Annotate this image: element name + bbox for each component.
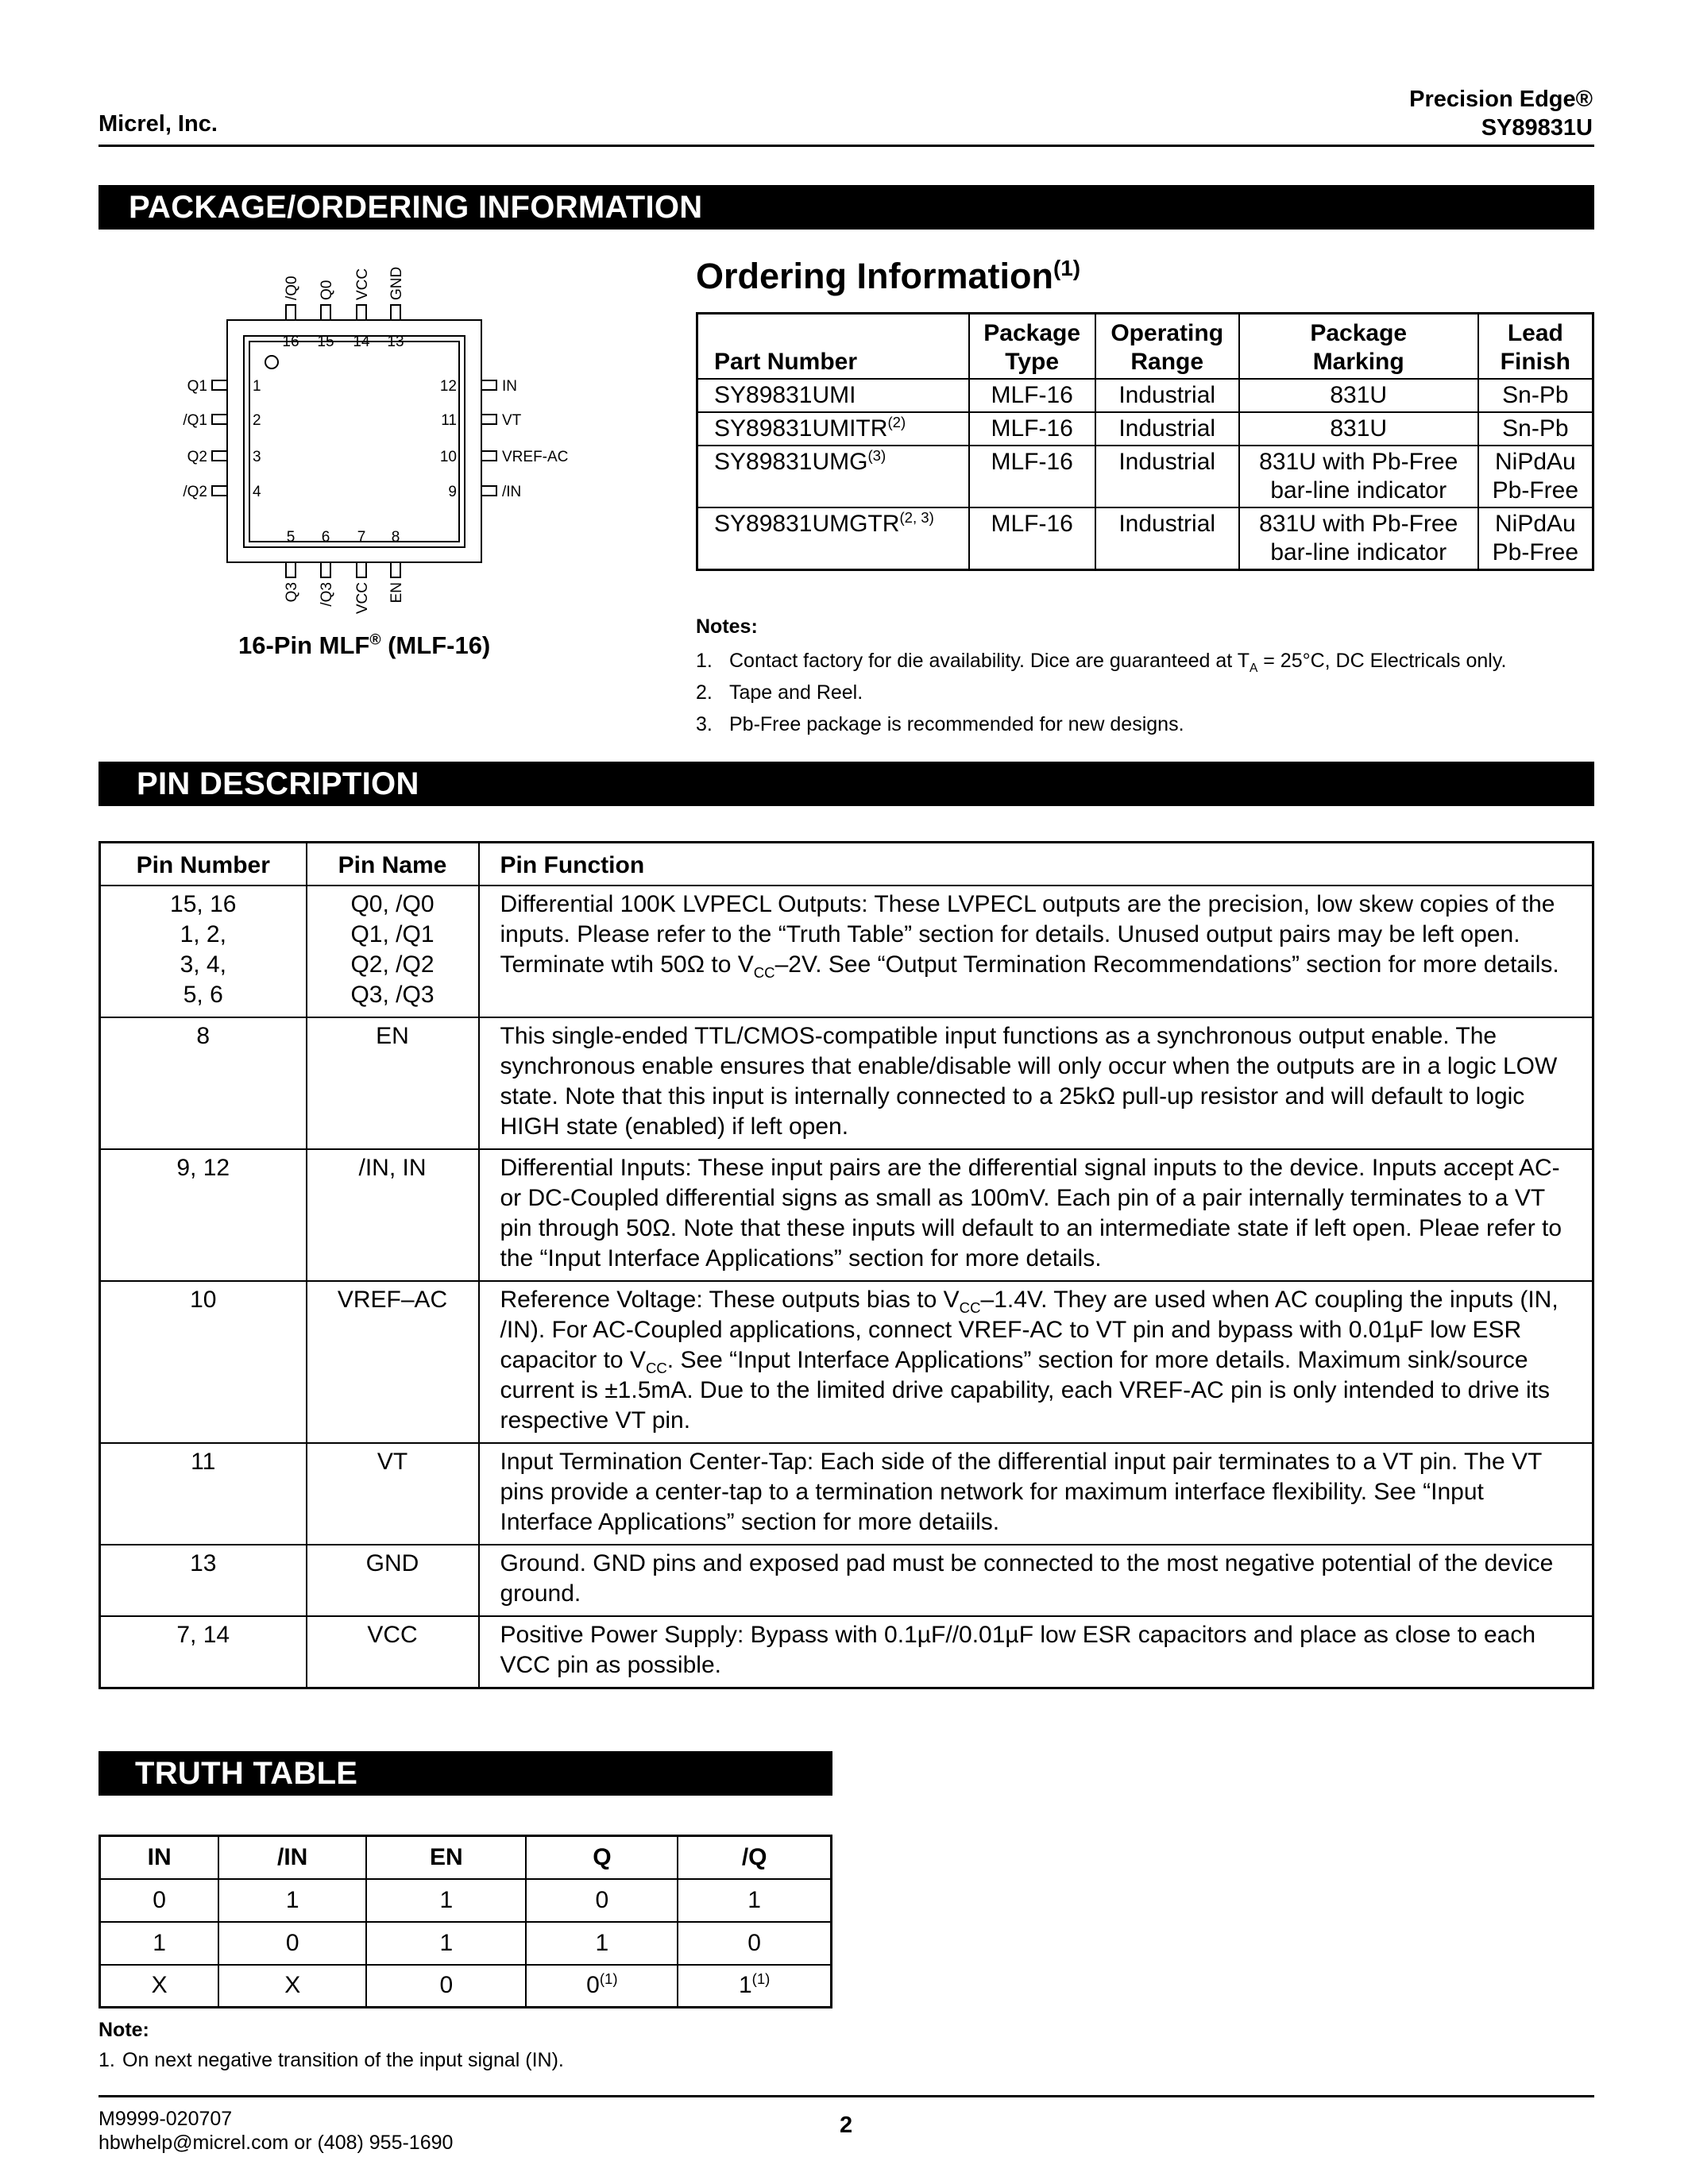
pin-number: 15: [317, 334, 334, 350]
pin-function-cell: [479, 1616, 1593, 1688]
pin-number: 6: [321, 529, 330, 546]
pin-function-cell: [479, 886, 1593, 1017]
truth-header-cell: Q: [526, 1836, 678, 1879]
part-number: SY89831UMITR: [714, 415, 888, 442]
pin-number: 12: [439, 378, 457, 395]
header-line: Package: [983, 320, 1081, 346]
lead-finish-cell: [1478, 412, 1593, 446]
pin-number: 3, 4,: [180, 951, 226, 978]
marking-line: 831U: [1330, 382, 1388, 408]
ordering-row: [697, 379, 1593, 412]
pin-header-row: [100, 843, 1593, 886]
pin-label: /IN: [502, 484, 522, 500]
package-marking-cell: [1239, 412, 1478, 446]
part-footnote: (3): [867, 447, 886, 464]
pin-name-cell: [307, 1616, 479, 1688]
pin-header-cell: Pin Name: [307, 843, 479, 886]
pin-number: 10: [439, 449, 457, 465]
footer-rule: [98, 2095, 1594, 2097]
truth-value: 0: [285, 1929, 299, 1956]
function-text: Ground. GND pins and exposed pad must be connected to the most negative potential of the device ground.: [500, 1550, 1554, 1607]
pin-number-cell: [100, 1281, 307, 1443]
pin-pad-top: [391, 305, 400, 320]
ordering-note: [696, 708, 1506, 740]
pin-pad-left: [212, 380, 227, 390]
ordering-header-cell: [969, 314, 1095, 380]
doc-number: M9999-020707: [98, 2108, 233, 2130]
subscript: CC: [959, 1299, 981, 1316]
ordering-table: [696, 312, 1594, 571]
ordering-row: [697, 446, 1593, 507]
operating-range-cell: Industrial: [1095, 446, 1239, 507]
pin-number-cell: [100, 1149, 307, 1281]
pin-name: EN: [376, 1023, 409, 1049]
header-line: Lead: [1507, 320, 1563, 346]
function-text: Positive Power Supply: Bypass with 0.1µF//0.01µF low ESR capacitors and place as close to each VCC pin as possible.: [500, 1622, 1536, 1678]
pin-label: /Q3: [319, 582, 335, 607]
pin-label: VT: [502, 412, 522, 429]
truth-row: [100, 1965, 832, 2008]
pin-label: VCC: [354, 268, 371, 300]
pin-number: 11: [441, 412, 457, 429]
pin-label: /Q1: [183, 412, 207, 429]
truth-value: 1: [439, 1929, 454, 1956]
ordering-note: [696, 677, 1506, 708]
pin-number-cell: [100, 1545, 307, 1616]
pin-label: EN: [388, 582, 405, 604]
truth-cell: [366, 1879, 526, 1922]
note-number: 2.: [696, 681, 713, 704]
pin-row: [100, 1616, 1593, 1688]
truth-cell: [678, 1879, 831, 1922]
truth-cell: [218, 1965, 366, 2008]
note-number: 1.: [696, 650, 713, 672]
pin-pad-left: [212, 451, 227, 461]
pin-pad-right: [481, 415, 496, 424]
truth-row: [100, 1879, 832, 1922]
finish-line: NiPdAu: [1494, 449, 1576, 475]
lead-finish-cell: [1478, 379, 1593, 412]
truth-note: 1. On next negative transition of the input signal (IN).: [98, 2049, 564, 2071]
ordering-header-cell: [1239, 314, 1478, 380]
pin-label: GND: [388, 266, 405, 300]
part-number-cell: [697, 446, 969, 507]
pin-label: Q0: [319, 280, 335, 300]
pin-name: VT: [377, 1449, 408, 1475]
ordering-row: [697, 412, 1593, 446]
contact-info: hbwhelp@micrel.com or (408) 955-1690: [98, 2132, 454, 2154]
truth-header-cell: /IN: [218, 1836, 366, 1879]
truth-value: 0: [153, 1886, 166, 1913]
truth-value: 0: [747, 1929, 761, 1956]
ordering-title: Ordering Information$^{(1)}$: [696, 256, 1081, 296]
pin-number: 1: [253, 378, 261, 395]
pin-number: 9, 12: [176, 1155, 230, 1181]
package-type-cell: MLF-16: [969, 446, 1095, 507]
truth-header-cell: IN: [100, 1836, 219, 1879]
truth-value: 0: [439, 1972, 454, 1999]
note-subscript: A: [1249, 662, 1258, 675]
truth-cell: [100, 1965, 219, 2008]
pin-pad-top: [357, 305, 366, 320]
pin-label: IN: [502, 378, 517, 395]
truth-value: X: [151, 1972, 168, 1999]
truth-value: X: [284, 1972, 301, 1999]
pin-number-cell: [100, 1443, 307, 1545]
pin-number: 10: [190, 1287, 217, 1313]
pin-number-cell: [100, 886, 307, 1017]
pin-number: 13: [190, 1550, 217, 1576]
pin-pad-right: [481, 486, 496, 496]
part-number: SY89831UMGTR: [714, 511, 900, 537]
pin-label: /Q2: [183, 484, 207, 500]
pin-number: 7: [357, 529, 366, 546]
pin-label: /Q0: [284, 276, 300, 300]
pin-row: [100, 886, 1593, 1017]
pin-number: 15, 16: [170, 891, 237, 917]
subscript: CC: [753, 964, 775, 981]
pin-row: [100, 1443, 1593, 1545]
header-right: [1409, 85, 1593, 142]
pin-number: 13: [387, 334, 404, 350]
header-line: Package: [1310, 320, 1408, 346]
part-number: SY89831U: [1481, 115, 1593, 141]
package-marking-cell: [1239, 446, 1478, 507]
pin-function-cell: [479, 1443, 1593, 1545]
pin-name: Q2, /Q2: [350, 951, 435, 978]
pin-number: 1, 2,: [180, 921, 226, 947]
finish-line: Pb-Free: [1492, 477, 1579, 504]
finish-line: Sn-Pb: [1502, 415, 1569, 442]
truth-cell: [100, 1879, 219, 1922]
truth-cell: [366, 1965, 526, 2008]
pin-number: 11: [191, 1449, 216, 1475]
pin-pad-left: [212, 415, 227, 424]
pin-name: VREF–AC: [337, 1287, 448, 1313]
operating-range-cell: Industrial: [1095, 379, 1239, 412]
truth-value: 0: [586, 1972, 600, 1999]
truth-cell: [366, 1922, 526, 1965]
pin-number-cell: [100, 1017, 307, 1149]
part-number: SY89831UMG: [714, 449, 868, 475]
pin-pad-top: [286, 305, 295, 320]
truth-row: [100, 1922, 832, 1965]
function-text: Differential 100K LVPECL Outputs: These LVPECL outputs are the precision, low skew copies of the inputs. Please refer to the “Truth Table” section for details. Unused output pairs may be left open. Terminate wtih 50Ω to V: [500, 891, 1555, 978]
pin-number: 16: [282, 334, 299, 350]
package-marking-cell: [1239, 379, 1478, 412]
function-text: Input Termination Center-Tap: Each side of the differential input pair terminates to a VT pin. The VT pins provide a center-tap to a termination network for maximum interface flexibility. See “Input Interface Applications” section for more detaiils.: [500, 1449, 1542, 1535]
marking-line: 831U: [1330, 415, 1388, 442]
truth-cell: [100, 1922, 219, 1965]
pin-name-cell: [307, 886, 479, 1017]
pin-row: [100, 1545, 1593, 1616]
note-text: = 25°C, DC Electricals only.: [1257, 650, 1507, 672]
pin-number: 2: [253, 412, 261, 429]
pin-number: 8: [391, 529, 400, 546]
truth-header-cell: /Q: [678, 1836, 831, 1879]
pin-function-cell: [479, 1149, 1593, 1281]
ordering-header-row: [697, 314, 1593, 380]
package-type-cell: MLF-16: [969, 379, 1095, 412]
truth-cell: [526, 1879, 678, 1922]
pin-number: 14: [353, 334, 370, 350]
finish-line: Pb-Free: [1492, 539, 1579, 565]
pin1-indicator: [265, 356, 278, 369]
part-number-cell: [697, 412, 969, 446]
truth-footnote: (1): [599, 1970, 618, 1988]
operating-range-cell: Industrial: [1095, 412, 1239, 446]
package-type-cell: MLF-16: [969, 507, 1095, 570]
pin-pad-bottom: [391, 562, 400, 577]
ordering-header-cell: [1095, 314, 1239, 380]
pin-pad-right: [481, 451, 496, 461]
truth-note-label: Note:: [98, 2019, 149, 2041]
truth-value: 1: [747, 1886, 761, 1913]
pin-name-cell: [307, 1017, 479, 1149]
note-text: Pb-Free package is recommended for new designs.: [729, 713, 1184, 735]
truth-cell: [526, 1965, 678, 2008]
exposed-pad-outline: [249, 341, 459, 542]
truth-header-cell: EN: [366, 1836, 526, 1879]
series-name: Precision Edge®: [1409, 87, 1593, 112]
part-number: SY89831UMI: [714, 382, 856, 408]
note-text: Tape and Reel.: [729, 681, 863, 704]
header-line: Finish: [1500, 349, 1571, 375]
pin-number: 5: [286, 529, 295, 546]
function-text: –2V. See “Output Termination Recommendations” section for more details.: [774, 951, 1559, 978]
pin-label: Q2: [187, 449, 207, 465]
section-truth-table: TRUTH TABLE: [98, 1751, 832, 1796]
truth-table: [98, 1835, 832, 2008]
finish-line: NiPdAu: [1494, 511, 1576, 537]
marking-line: bar-line indicator: [1270, 477, 1447, 504]
package-inner-outline: [244, 336, 465, 547]
pin-label: VREF-AC: [502, 449, 569, 465]
pin-label: VCC: [354, 582, 371, 615]
part-number-cell: [697, 379, 969, 412]
pin-number: 4: [253, 484, 261, 500]
part-footnote: (2, 3): [899, 509, 934, 526]
marking-line: 831U with Pb-Free: [1259, 449, 1458, 475]
page-number: 2: [840, 2113, 853, 2138]
pin-header-cell: Pin Function: [479, 843, 1593, 886]
truth-value: 1: [738, 1972, 752, 1999]
marking-line: 831U with Pb-Free: [1259, 511, 1458, 537]
lead-finish-cell: [1478, 507, 1593, 570]
header-rule: [98, 145, 1594, 147]
pin-number: 7, 14: [176, 1622, 230, 1648]
pin-row: [100, 1149, 1593, 1281]
header-line: Part Number: [714, 349, 858, 375]
header-line: Type: [1005, 349, 1060, 375]
pin-pad-bottom: [357, 562, 366, 577]
package-type-cell: MLF-16: [969, 412, 1095, 446]
function-text: . See “Input Interface Applications” section for more details. Maximum sink/source current is ±1.5mA. Due to the limited drive capability, each VREF-AC pin is only intended to drive its respective VT pin.: [500, 1347, 1550, 1433]
ordering-notes: [696, 645, 1506, 740]
pin-label: Q1: [187, 378, 207, 395]
pin-name: VCC: [367, 1622, 418, 1648]
footer-info: [98, 2107, 453, 2155]
section-package-ordering: PACKAGE/ORDERING INFORMATION: [98, 185, 1594, 230]
truth-cell: [218, 1879, 366, 1922]
header-line: Range: [1130, 349, 1204, 375]
ordering-notes-label: Notes:: [696, 615, 758, 638]
truth-cell: [218, 1922, 366, 1965]
pin-number: 3: [253, 449, 261, 465]
function-text: Differential Inputs: These input pairs are the differential signal inputs to the device. Inputs accept AC- or DC-Coupled differential signs as small as 100mV. Each pin of a pair internally terminates to a VT pin through 50Ω. Note that these inputs will default to an intermediate state if left open. Pleae refer to the “Input Interface Applications” section for more details.: [500, 1155, 1562, 1271]
operating-range-cell: Industrial: [1095, 507, 1239, 570]
function-text: Reference Voltage: These outputs bias to V: [500, 1287, 960, 1313]
company-name: Micrel, Inc.: [98, 111, 218, 137]
pin-row: [100, 1281, 1593, 1443]
lead-finish-cell: [1478, 446, 1593, 507]
pin-row: [100, 1017, 1593, 1149]
truth-value: 1: [439, 1886, 454, 1913]
part-number-cell: [697, 507, 969, 570]
ordering-row: [697, 507, 1593, 570]
pinout-diagram: [183, 254, 628, 619]
pin-name: /IN, IN: [358, 1155, 427, 1181]
note-text: Contact factory for die availability. Dice are guaranteed at T: [729, 650, 1250, 672]
pin-function-cell: [479, 1545, 1593, 1616]
package-marking-cell: [1239, 507, 1478, 570]
marking-line: bar-line indicator: [1270, 539, 1447, 565]
pin-pad-top: [321, 305, 330, 320]
pin-pad-bottom: [321, 562, 330, 577]
pin-name-cell: [307, 1281, 479, 1443]
section-pin-description: PIN DESCRIPTION: [98, 762, 1594, 806]
truth-value: 0: [595, 1886, 609, 1913]
pin-function-cell: [479, 1017, 1593, 1149]
pin-name-cell: [307, 1443, 479, 1545]
ordering-header-cell: [1478, 314, 1593, 380]
pin-name: Q0, /Q0: [350, 891, 435, 917]
pin-number: 9: [448, 484, 457, 500]
function-text: –1.4V. They are used when AC coupling the inputs (IN, /IN). For AC-Coupled applications, connect VREF-AC to VT pin and bypass with 0.01µF low ESR capacitor to V: [500, 1287, 1559, 1373]
pin-header-cell: Pin Number: [100, 843, 307, 886]
truth-cell: [678, 1922, 831, 1965]
truth-value: 1: [285, 1886, 299, 1913]
pin-function-cell: [479, 1281, 1593, 1443]
truth-header-row: [100, 1836, 832, 1879]
pin-description-table: [98, 841, 1594, 1689]
package-outline: [227, 320, 481, 562]
pin-pad-right: [481, 380, 496, 390]
pin-name: GND: [365, 1550, 419, 1576]
ordering-note: [696, 645, 1506, 677]
package-caption: 16-Pin MLF® (MLF-16): [238, 631, 491, 659]
ordering-header-cell: [697, 314, 969, 380]
truth-value: 1: [595, 1929, 609, 1956]
pin-number: 8: [196, 1023, 211, 1049]
pin-pad-bottom: [286, 562, 295, 577]
subscript: CC: [645, 1360, 667, 1376]
part-footnote: (2): [887, 414, 906, 430]
truth-footnote: (1): [751, 1970, 771, 1988]
truth-cell: [678, 1965, 831, 2008]
truth-value: 1: [153, 1929, 166, 1956]
header-line: Marking: [1312, 349, 1404, 375]
header-line: Operating: [1111, 320, 1224, 346]
pin-number-cell: [100, 1616, 307, 1688]
pin-number: 5, 6: [183, 982, 223, 1008]
pin-pad-left: [212, 486, 227, 496]
pin-name: Q3, /Q3: [350, 982, 435, 1008]
pin-name-cell: [307, 1149, 479, 1281]
function-text: This single-ended TTL/CMOS-compatible input functions as a synchronous output enable. The synchronous enable ensures that enable/disable will only occur when the outputs are in a logic LOW state. Note that this input is internally connected to a 25kΩ pull-up resistor and will default to logic HIGH state (enabled) if left open.: [500, 1023, 1558, 1140]
pin-name: Q1, /Q1: [350, 921, 435, 947]
pin-name-cell: [307, 1545, 479, 1616]
pin-label: Q3: [284, 582, 300, 603]
truth-cell: [526, 1922, 678, 1965]
note-number: 3.: [696, 713, 713, 735]
finish-line: Sn-Pb: [1502, 382, 1569, 408]
